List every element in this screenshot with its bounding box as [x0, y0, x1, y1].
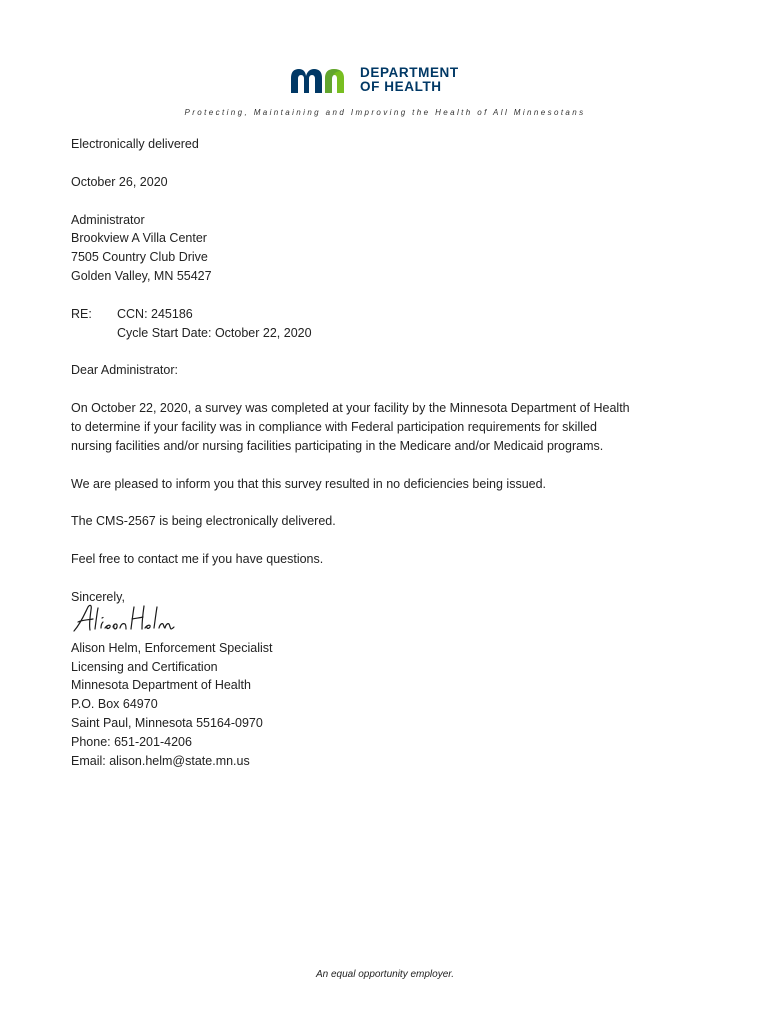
letter-body [71, 135, 721, 770]
logo-line-2: OF HEALTH [360, 79, 442, 94]
signer-email: Email: alison.helm@state.mn.us [71, 753, 250, 768]
body-paragraph [71, 399, 721, 455]
recipient-line: Brookview A Villa Center [71, 231, 207, 246]
re-label: RE: [71, 306, 92, 321]
recipient-line: 7505 Country Club Drive [71, 250, 208, 265]
signer-name-title: Alison Helm, Enforcement Specialist [71, 640, 273, 655]
delivery-method: Electronically delivered [71, 137, 199, 151]
closing: Sincerely, [71, 589, 125, 604]
mdh-logo [289, 66, 459, 94]
re-ccn: CCN: 245186 [117, 306, 193, 321]
logo-wordmark [360, 66, 459, 94]
re-details [117, 305, 312, 343]
mn-logo-icon [289, 66, 353, 94]
contact-note: Feel free to contact me if you have questions. [71, 552, 324, 567]
cms-note: The CMS-2567 is being electronically delivered. [71, 514, 336, 529]
body-line: nursing facilities and/or nursing facilities participating in the Medicare and/or Medicaid programs. [71, 438, 604, 453]
re-block [71, 305, 721, 343]
signer-phone: Phone: 651-201-4206 [71, 734, 192, 749]
signer-city: Saint Paul, Minnesota 55164-0970 [71, 715, 263, 730]
body-line: On October 22, 2020, a survey was completed at your facility by the Minnesota Department of Health [71, 401, 630, 416]
tagline: Protecting, Maintaining and Improving the Health of All Minnesotans [184, 108, 586, 117]
body-line: to determine if your facility was in compliance with Federal participation requirements for skilled [71, 419, 597, 434]
result-paragraph: We are pleased to inform you that this survey resulted in no deficiencies being issued. [71, 476, 547, 491]
recipient-line: Administrator [71, 212, 145, 227]
footer-note: An equal opportunity employer. [315, 969, 455, 980]
letter-date: October 26, 2020 [71, 174, 168, 189]
signature-block [71, 639, 721, 771]
recipient-line: Golden Valley, MN 55427 [71, 268, 212, 283]
recipient-address [71, 211, 721, 286]
re-cycle-start: Cycle Start Date: October 22, 2020 [117, 325, 312, 340]
signer-division: Licensing and Certification [71, 659, 218, 674]
signer-agency: Minnesota Department of Health [71, 678, 251, 693]
salutation: Dear Administrator: [71, 363, 178, 378]
signer-po-box: P.O. Box 64970 [71, 697, 158, 712]
logo-line-1: DEPARTMENT [360, 65, 459, 80]
